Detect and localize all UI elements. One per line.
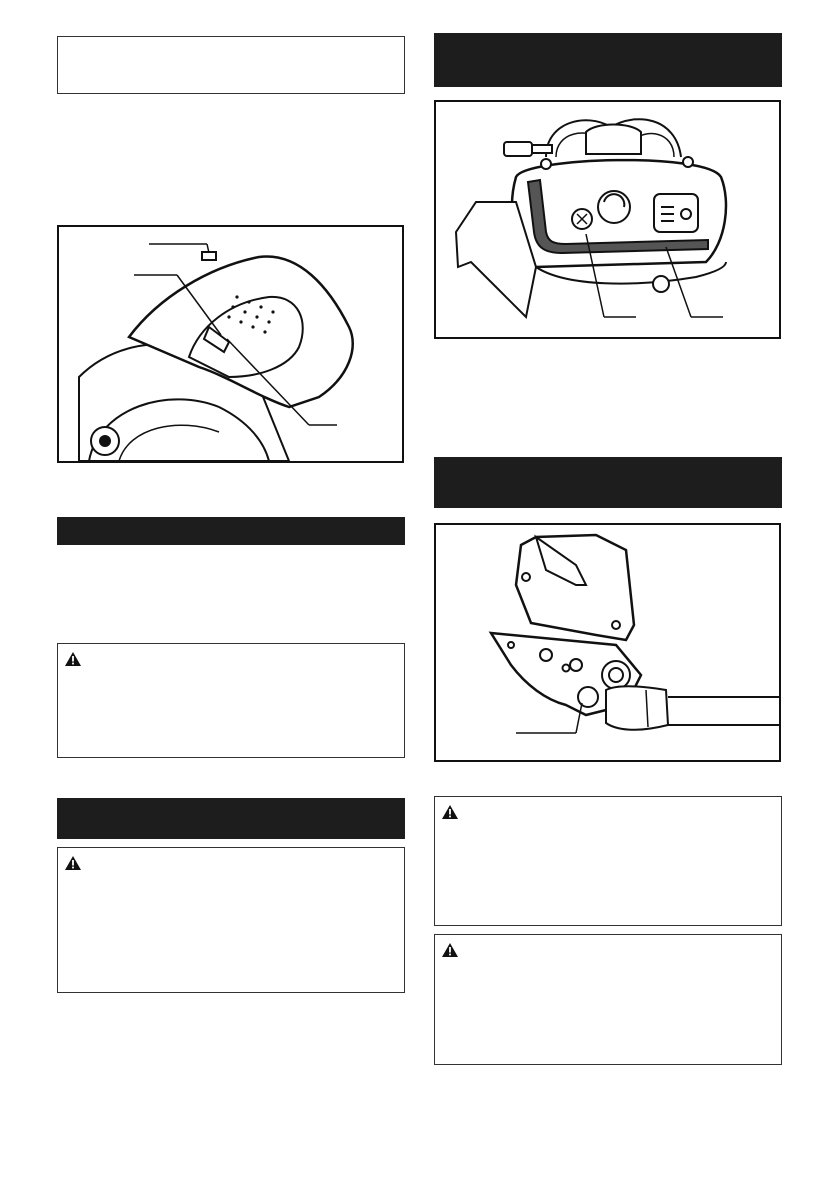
lock-button xyxy=(578,687,598,707)
saw-handle-illustration xyxy=(59,227,402,461)
figure-saw-handle xyxy=(57,225,404,463)
warning-triangle-icon xyxy=(64,651,82,667)
warning-triangle-icon xyxy=(64,855,82,871)
section-heading-bar-3 xyxy=(434,33,782,87)
warning-triangle-icon xyxy=(441,804,459,820)
figure-dust-nozzle xyxy=(434,523,781,762)
warning-box-2 xyxy=(57,847,405,993)
section-heading-bar-4 xyxy=(434,457,782,508)
dust-nozzle-illustration xyxy=(436,525,779,760)
warning-triangle-icon xyxy=(441,942,459,958)
note-box xyxy=(57,36,405,94)
section-heading-bar-2 xyxy=(57,798,405,839)
hex-wrench-illustration xyxy=(436,102,779,337)
figure-hex-wrench xyxy=(434,100,781,339)
section-heading-bar-1 xyxy=(57,517,405,545)
warning-box-4 xyxy=(434,934,782,1065)
warning-box-3 xyxy=(434,796,782,926)
warning-box-1 xyxy=(57,643,405,758)
